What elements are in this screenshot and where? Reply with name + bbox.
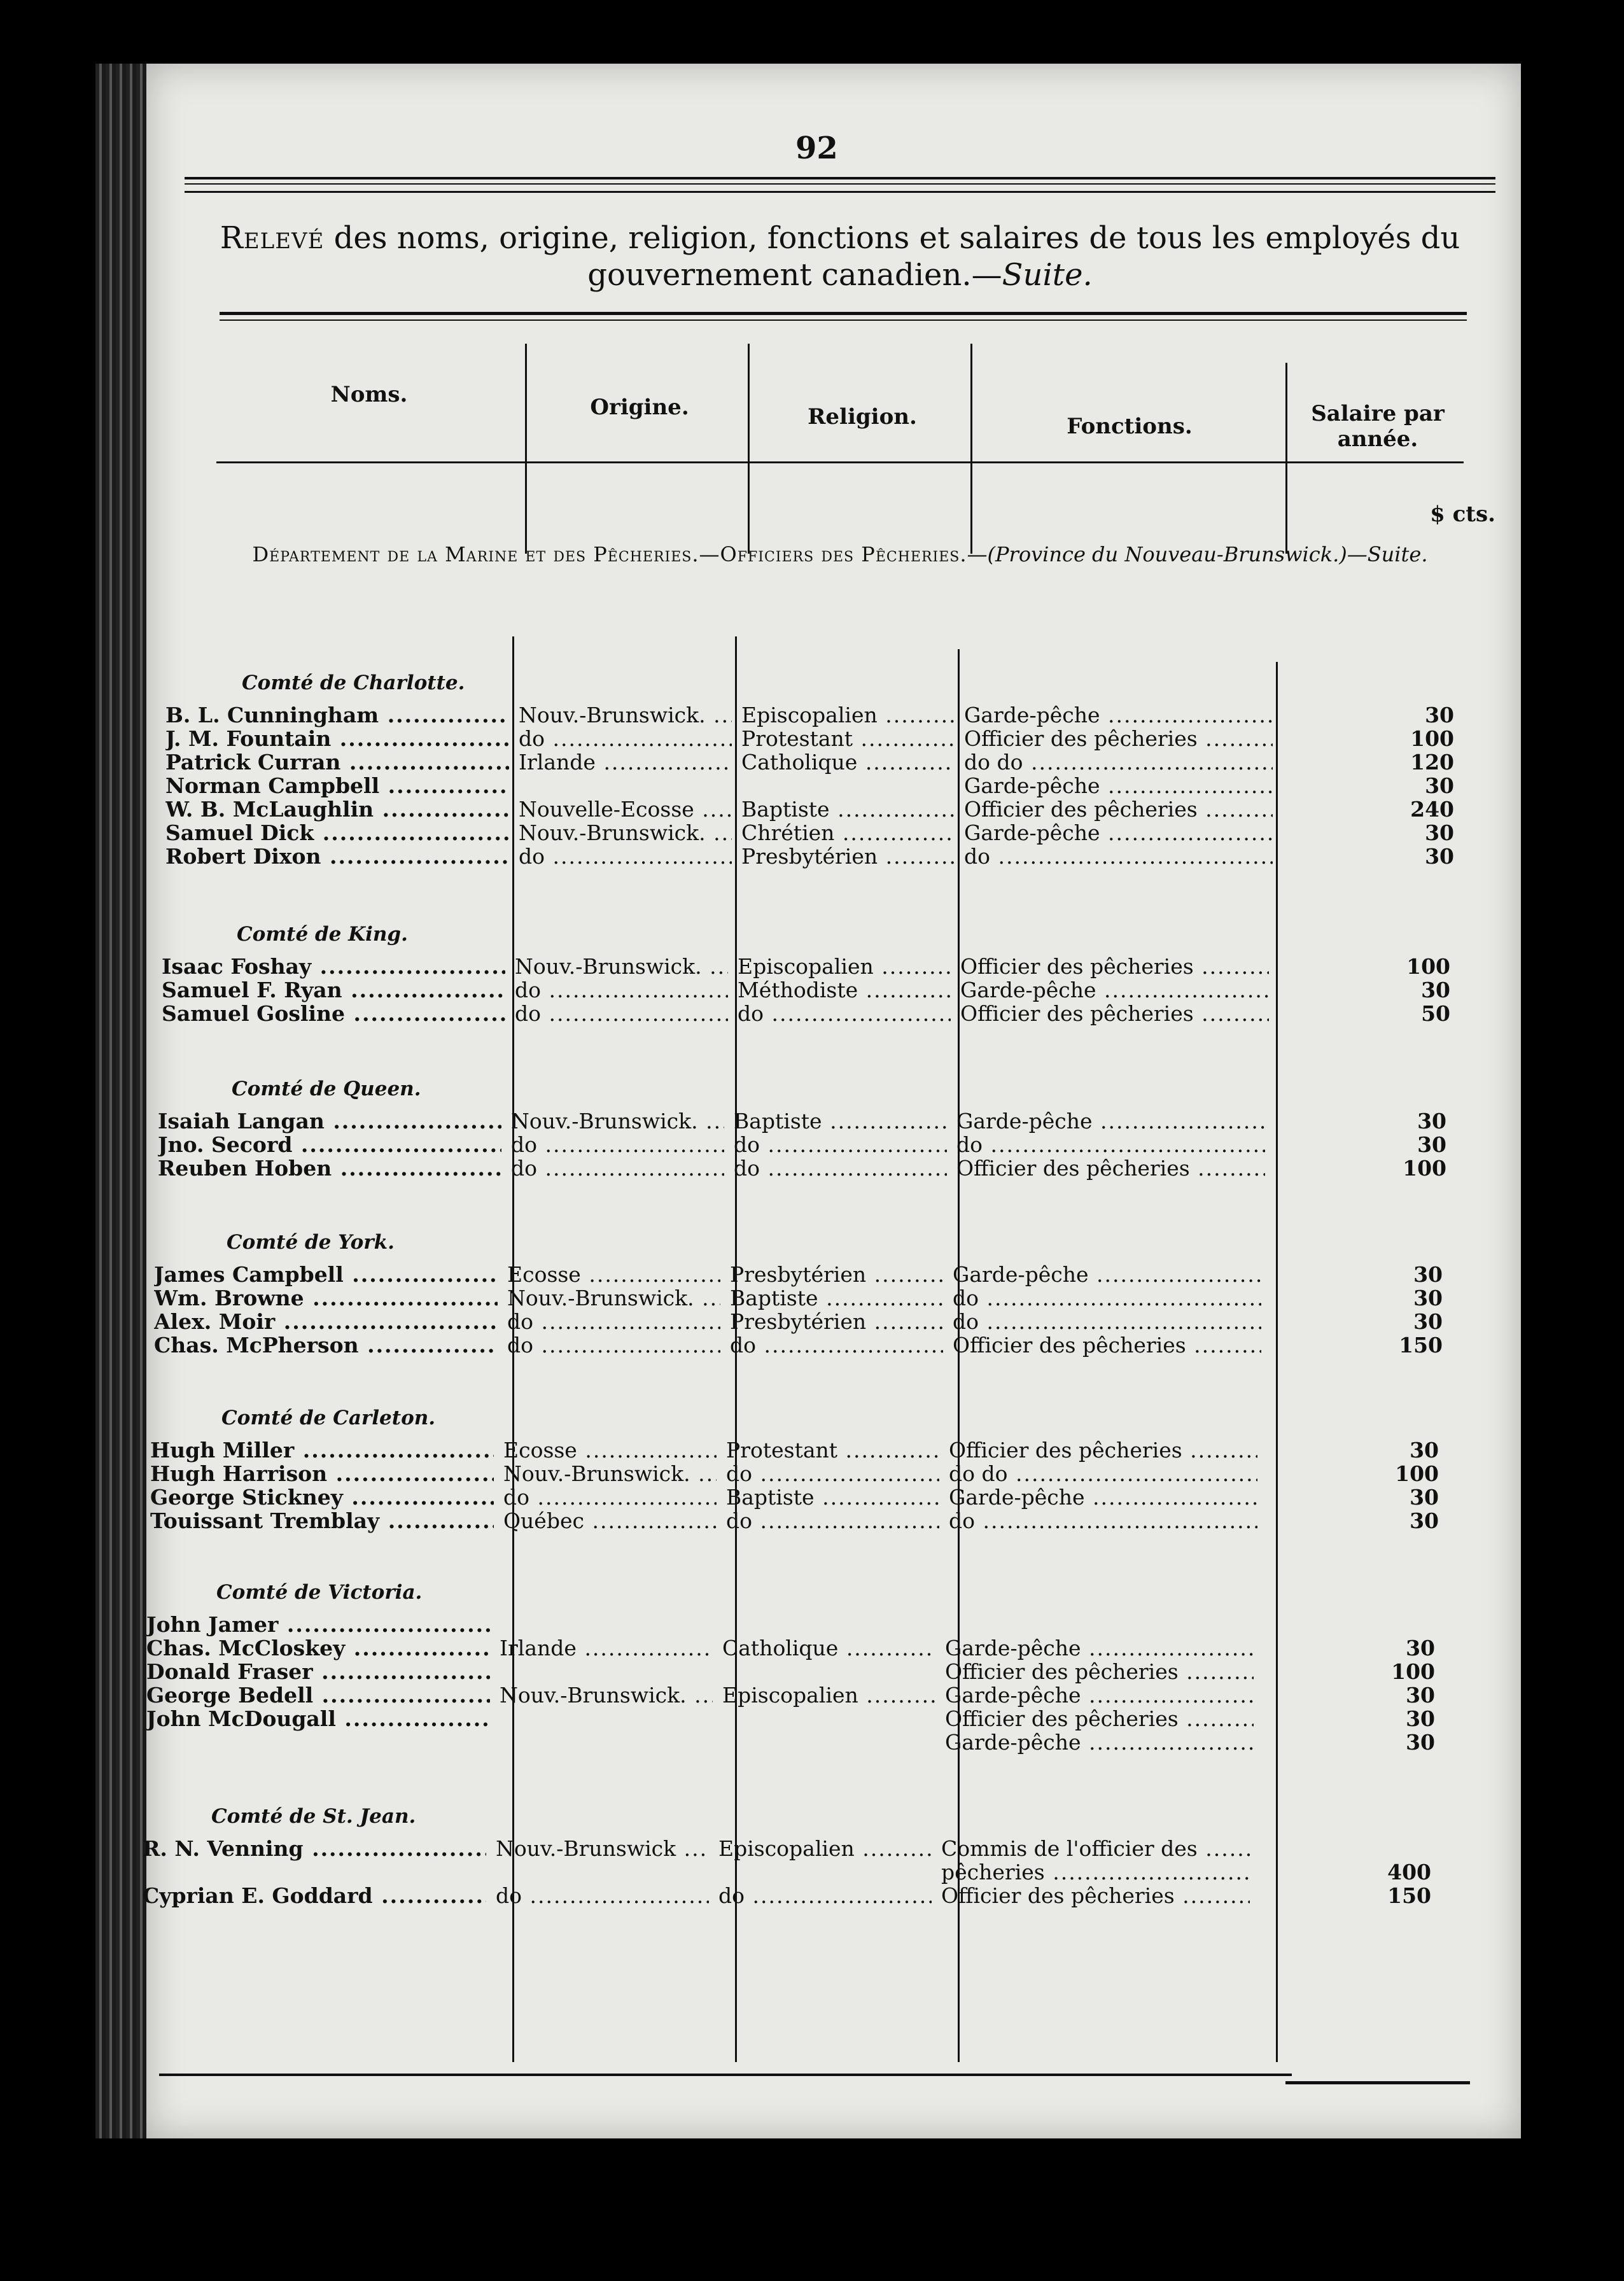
cell-fonction: Officier des pêcheries ..... bbox=[956, 1156, 1265, 1181]
cell-fonction: Officier des pêcheries ..... bbox=[945, 1707, 1254, 1731]
cell-origine: do ..... bbox=[507, 1310, 720, 1334]
county-heading: Comté de Victoria. bbox=[216, 1581, 423, 1604]
cell-origine: do ..... bbox=[511, 1156, 724, 1181]
header-salaire: Salaire par année. bbox=[1311, 401, 1445, 452]
cell-fonction: Officier des pêcheries ..... bbox=[941, 1884, 1250, 1908]
cell-origine: Nouv.-Brunswick. ..... bbox=[507, 1286, 720, 1310]
cell-origine: do ..... bbox=[515, 1002, 728, 1026]
header-origine: Origine. bbox=[590, 395, 689, 420]
cell-name: W. B. McLaughlin ..... bbox=[165, 797, 509, 822]
county-heading: Comté de King. bbox=[237, 923, 408, 946]
cell-name: Alex. Moir ..... bbox=[154, 1310, 498, 1334]
page-number: 92 bbox=[795, 130, 838, 166]
cell-salaire: 30 bbox=[1425, 821, 1454, 845]
cell-religion: Catholique ..... bbox=[722, 1636, 935, 1660]
title-suite: Suite. bbox=[1002, 257, 1093, 293]
cell-salaire: 30 bbox=[1417, 1109, 1446, 1133]
cell-religion: Presbytérien ..... bbox=[741, 845, 955, 869]
cell-fonction: Garde-pêche ..... bbox=[945, 1683, 1254, 1708]
cell-salaire: 30 bbox=[1425, 703, 1454, 727]
cell-name: Hugh Miller ..... bbox=[150, 1438, 494, 1463]
cell-fonction: do ..... bbox=[964, 845, 1273, 869]
cell-fonction: Officier des pêcheries ..... bbox=[960, 1002, 1269, 1026]
cell-name: Samuel Dick ..... bbox=[165, 821, 509, 845]
cell-name: Wm. Browne ..... bbox=[154, 1286, 498, 1310]
cell-name: James Campbell ..... bbox=[154, 1263, 498, 1287]
cell-fonction: Officier des pêcheries ..... bbox=[964, 797, 1273, 822]
cell-salaire: 30 bbox=[1425, 774, 1454, 798]
cell-salaire: 400 bbox=[1387, 1860, 1431, 1884]
cell-religion: Episcopalien ..... bbox=[718, 1837, 932, 1861]
county-heading: Comté de St. Jean. bbox=[211, 1805, 416, 1828]
cell-fonction: Garde-pêche ..... bbox=[960, 978, 1269, 1002]
cell-name: Hugh Harrison ..... bbox=[150, 1462, 494, 1486]
cell-name: Chas. McPherson ..... bbox=[154, 1333, 498, 1358]
cell-religion: Baptiste ..... bbox=[734, 1109, 947, 1133]
cell-salaire: 100 bbox=[1406, 955, 1450, 979]
cell-fonction: Officier des pêcheries ..... bbox=[953, 1333, 1261, 1358]
county-heading: Comté de Charlotte. bbox=[242, 671, 465, 694]
book-spine bbox=[95, 64, 146, 2138]
cell-origine: do ..... bbox=[515, 978, 728, 1002]
cell-fonction: Garde-pêche ..... bbox=[953, 1263, 1261, 1287]
cell-religion: do ..... bbox=[738, 1002, 951, 1026]
cell-name: John Jamer ..... bbox=[146, 1613, 490, 1637]
cell-salaire: 30 bbox=[1406, 1707, 1435, 1731]
cell-salaire: 30 bbox=[1406, 1683, 1435, 1708]
county-heading: Comté de York. bbox=[227, 1231, 395, 1254]
cell-religion: Chrétien ..... bbox=[741, 821, 955, 845]
cell-name: Norman Campbell ..... bbox=[165, 774, 509, 798]
cell-origine: do ..... bbox=[507, 1333, 720, 1358]
cell-name: Robert Dixon ..... bbox=[165, 845, 509, 869]
cell-fonction: do ..... bbox=[953, 1286, 1261, 1310]
cell-fonction: Officier des pêcheries ..... bbox=[949, 1438, 1257, 1463]
cell-name: Chas. McCloskey ..... bbox=[146, 1636, 490, 1660]
cell-origine: do ..... bbox=[519, 845, 732, 869]
cell-name: Patrick Curran ..... bbox=[165, 750, 509, 775]
cell-religion: do ..... bbox=[734, 1156, 947, 1181]
department-heading bbox=[210, 541, 1470, 568]
cell-salaire: 30 bbox=[1406, 1636, 1435, 1660]
cell-name: Samuel Gosline ..... bbox=[162, 1002, 505, 1026]
county-heading: Comté de Queen. bbox=[232, 1077, 421, 1100]
cell-origine: Ecosse ..... bbox=[507, 1263, 720, 1287]
cell-origine: do ..... bbox=[511, 1133, 724, 1157]
cell-origine: Nouv.-Brunswick ..... bbox=[496, 1837, 709, 1861]
cell-name: Isaiah Langan ..... bbox=[158, 1109, 501, 1133]
cell-origine: Nouv.-Brunswick. ..... bbox=[519, 821, 732, 845]
cell-salaire: 30 bbox=[1421, 978, 1450, 1002]
county-heading: Comté de Carleton. bbox=[221, 1407, 436, 1429]
cell-origine: Ecosse ..... bbox=[503, 1438, 717, 1463]
cell-religion: Episcopalien ..... bbox=[741, 703, 955, 727]
cell-salaire: 30 bbox=[1413, 1263, 1443, 1287]
cell-salaire: 30 bbox=[1410, 1438, 1439, 1463]
cell-fonction: Garde-pêche ..... bbox=[949, 1485, 1257, 1510]
cell-fonction: Officier des pêcheries ..... bbox=[964, 727, 1273, 751]
cell-origine: Irlande ..... bbox=[519, 750, 732, 775]
cell-name: J. M. Fountain ..... bbox=[165, 727, 509, 751]
cell-fonction: Commis de l'officier des ..... bbox=[941, 1837, 1250, 1861]
cell-fonction: Garde-pêche ..... bbox=[964, 821, 1273, 845]
bottom-rule-right bbox=[1285, 2081, 1470, 2084]
document-page bbox=[143, 64, 1521, 2138]
cell-salaire: 50 bbox=[1421, 1002, 1450, 1026]
cell-religion: Baptiste ..... bbox=[741, 797, 955, 822]
page-title bbox=[216, 220, 1464, 293]
cell-salaire: 30 bbox=[1410, 1509, 1439, 1533]
cell-salaire: 30 bbox=[1413, 1286, 1443, 1310]
cell-religion: Episcopalien ..... bbox=[722, 1683, 935, 1708]
cell-salaire: 30 bbox=[1410, 1485, 1439, 1510]
cell-origine: Nouv.-Brunswick. ..... bbox=[515, 955, 728, 979]
title-text: des noms, origine, religion, fonctions et salaires de tous les employés du gouvernement canadien.— bbox=[324, 220, 1460, 293]
cell-origine: Nouv.-Brunswick. ..... bbox=[500, 1683, 713, 1708]
cell-fonction: pêcheries ..... bbox=[941, 1860, 1250, 1884]
cell-religion: Presbytérien ..... bbox=[730, 1263, 943, 1287]
cell-name: Cyprian E. Goddard ..... bbox=[143, 1884, 486, 1908]
bottom-rule-left bbox=[159, 2074, 1292, 2076]
cell-religion: Presbytérien ..... bbox=[730, 1310, 943, 1334]
cell-religion: Baptiste ..... bbox=[730, 1286, 943, 1310]
cell-salaire: 240 bbox=[1410, 797, 1454, 822]
cell-religion: do ..... bbox=[718, 1884, 932, 1908]
header-bottom-rule bbox=[216, 461, 1464, 463]
cell-origine: do ..... bbox=[496, 1884, 709, 1908]
cell-religion: Méthodiste ..... bbox=[738, 978, 951, 1002]
cell-name: Touissant Tremblay ..... bbox=[150, 1509, 494, 1533]
cell-origine: do ..... bbox=[503, 1485, 717, 1510]
cell-salaire: 150 bbox=[1387, 1884, 1431, 1908]
cell-name: Donald Fraser ..... bbox=[146, 1660, 490, 1684]
department-italic: —(Province du Nouveau-Brunswick.)—Suite. bbox=[967, 542, 1428, 566]
cell-fonction: do ..... bbox=[949, 1509, 1257, 1533]
header-col-divider-2 bbox=[748, 344, 750, 554]
department-caps: Département de la Marine et des Pêcheries.—Officiers des Pêcheries. bbox=[252, 542, 967, 566]
cell-salaire: 30 bbox=[1417, 1133, 1446, 1157]
cell-origine: Québec ..... bbox=[503, 1509, 717, 1533]
cell-name: Jno. Secord ..... bbox=[158, 1133, 501, 1157]
cell-origine: do ..... bbox=[519, 727, 732, 751]
cell-fonction: Officier des pêcheries ..... bbox=[960, 955, 1269, 979]
header-noms: Noms. bbox=[330, 382, 408, 407]
cell-salaire: 120 bbox=[1410, 750, 1454, 775]
header-col-divider-4 bbox=[1285, 363, 1287, 554]
cell-origine: Nouvelle-Ecosse ..... bbox=[519, 797, 732, 822]
cell-salaire: 30 bbox=[1413, 1310, 1443, 1334]
cell-religion: Episcopalien ..... bbox=[738, 955, 951, 979]
cell-origine: Irlande ..... bbox=[500, 1636, 713, 1660]
cell-fonction: do do ..... bbox=[949, 1462, 1257, 1486]
cell-fonction: Garde-pêche ..... bbox=[945, 1730, 1254, 1755]
cell-religion: do ..... bbox=[730, 1333, 943, 1358]
cell-religion: Protestant ..... bbox=[741, 727, 955, 751]
top-rule-2 bbox=[185, 183, 1495, 185]
cell-salaire: 100 bbox=[1395, 1462, 1439, 1486]
cell-origine: Nouv.-Brunswick. ..... bbox=[503, 1462, 717, 1486]
cell-salaire: 30 bbox=[1406, 1730, 1435, 1755]
cell-salaire: 100 bbox=[1391, 1660, 1435, 1684]
cell-name: B. L. Cunningham ..... bbox=[165, 703, 509, 727]
cell-salaire: 100 bbox=[1410, 727, 1454, 751]
top-rule-3 bbox=[185, 191, 1495, 193]
header-col-divider-3 bbox=[970, 344, 972, 554]
cell-name: George Bedell ..... bbox=[146, 1683, 490, 1708]
cell-name: John McDougall ..... bbox=[146, 1707, 490, 1731]
header-top-rule-thin bbox=[220, 319, 1467, 321]
cell-salaire: 30 bbox=[1425, 845, 1454, 869]
cell-fonction: Garde-pêche ..... bbox=[964, 703, 1273, 727]
cell-salaire: 100 bbox=[1403, 1156, 1446, 1181]
cell-name: Samuel F. Ryan ..... bbox=[162, 978, 505, 1002]
cell-fonction: do ..... bbox=[956, 1133, 1265, 1157]
title-lead: Relevé bbox=[220, 220, 325, 256]
header-religion: Religion. bbox=[808, 404, 917, 430]
cell-name: R. N. Venning ..... bbox=[143, 1837, 486, 1861]
cell-fonction: do do ..... bbox=[964, 750, 1273, 775]
cell-name: Reuben Hoben ..... bbox=[158, 1156, 501, 1181]
header-top-rule bbox=[220, 312, 1467, 315]
cell-name: George Stickney ..... bbox=[150, 1485, 494, 1510]
cell-fonction: Garde-pêche ..... bbox=[956, 1109, 1265, 1133]
header-col-divider-1 bbox=[525, 344, 527, 554]
cell-origine: Nouv.-Brunswick. ..... bbox=[519, 703, 732, 727]
cell-religion: Baptiste ..... bbox=[726, 1485, 939, 1510]
cell-name: Isaac Foshay ..... bbox=[162, 955, 505, 979]
cell-religion: Catholique ..... bbox=[741, 750, 955, 775]
cell-salaire: 150 bbox=[1399, 1333, 1443, 1358]
cell-fonction: do ..... bbox=[953, 1310, 1261, 1334]
cell-origine: Nouv.-Brunswick. ..... bbox=[511, 1109, 724, 1133]
cell-religion: do ..... bbox=[726, 1509, 939, 1533]
salary-unit: $ cts. bbox=[1430, 502, 1495, 527]
cell-religion: Protestant ..... bbox=[726, 1438, 939, 1463]
body-col-divider-4 bbox=[1276, 662, 1278, 2062]
top-rule-1 bbox=[185, 177, 1495, 179]
cell-religion: do ..... bbox=[726, 1462, 939, 1486]
cell-fonction: Officier des pêcheries ..... bbox=[945, 1660, 1254, 1684]
header-fonctions: Fonctions. bbox=[1067, 414, 1193, 439]
cell-fonction: Garde-pêche ..... bbox=[945, 1636, 1254, 1660]
cell-religion: do ..... bbox=[734, 1133, 947, 1157]
cell-fonction: Garde-pêche ..... bbox=[964, 774, 1273, 798]
